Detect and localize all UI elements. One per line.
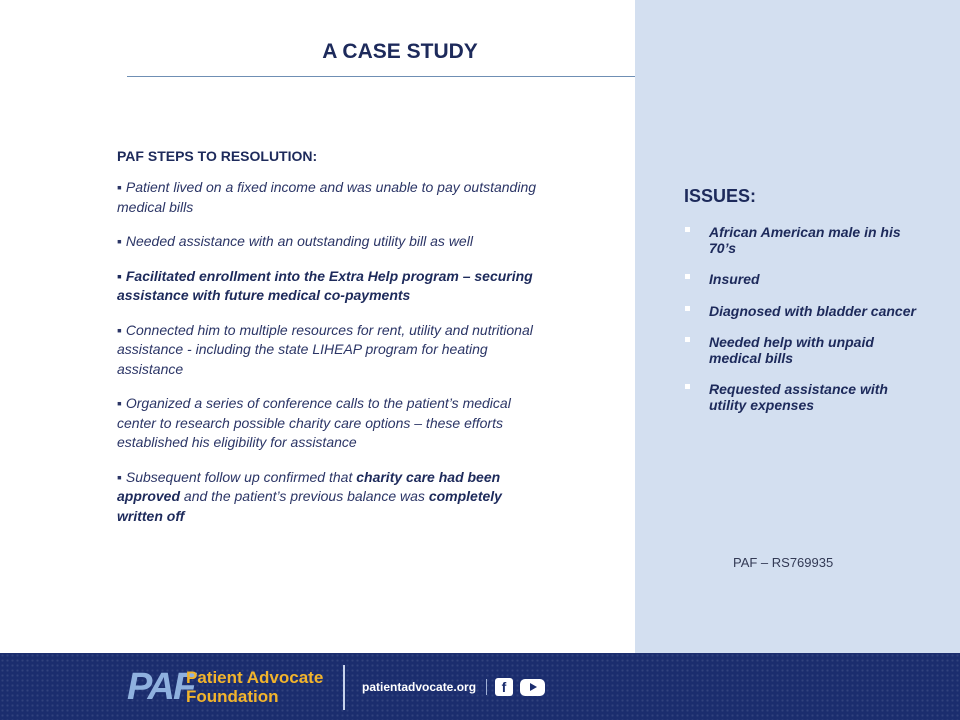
title-divider bbox=[127, 76, 635, 77]
step-item: ▪ Subsequent follow up confirmed that charity care had been approved and the patient’s previous balance was completely written off bbox=[117, 468, 502, 524]
website-separator bbox=[486, 679, 487, 695]
issues-section bbox=[684, 186, 924, 429]
bullet-square-icon bbox=[685, 227, 690, 232]
reference-code: PAF – RS769935 bbox=[733, 555, 834, 570]
step-emphasis: completely written off bbox=[117, 488, 502, 524]
step-emphasis: charity care had been approved bbox=[117, 468, 501, 504]
logo-text-line1: Patient Advocate bbox=[186, 668, 324, 687]
logo-text-line2: Foundation bbox=[186, 687, 279, 706]
steps-section bbox=[117, 148, 542, 541]
step-item: ▪ Connected him to multiple resources for rent, utility and nutritional assistance - including the state LIHEAP program for heating assistance bbox=[117, 321, 533, 377]
page-title: A CASE STUDY bbox=[322, 40, 478, 63]
issue-item: Insured bbox=[684, 272, 924, 288]
bullet-square-icon bbox=[685, 384, 690, 389]
facebook-icon[interactable]: f bbox=[495, 678, 513, 696]
issue-item: Needed help with unpaid medical bills bbox=[684, 335, 924, 366]
bullet-square-icon bbox=[685, 274, 690, 279]
step-item: ▪ Patient lived on a fixed income and was unable to pay outstanding medical bills bbox=[117, 179, 537, 215]
paf-logo-mark: PAF bbox=[127, 666, 195, 708]
step-item: ▪ Organized a series of conference calls to the patient’s medical center to research possible charity care options – these efforts established his eligibility for assistance bbox=[117, 395, 511, 450]
issue-item: African American male in his 70’s bbox=[684, 225, 924, 256]
step-item: ▪ Needed assistance with an outstanding utility bill as well bbox=[117, 233, 473, 249]
website-link[interactable]: patientadvocate.org bbox=[362, 680, 477, 694]
footer-divider bbox=[343, 665, 345, 710]
step-item: ▪ Facilitated enrollment into the Extra Help program – securing assistance with future medical co-payments bbox=[117, 267, 533, 303]
issues-heading: ISSUES: bbox=[684, 186, 757, 206]
bullet-square-icon bbox=[685, 306, 690, 311]
steps-heading: PAF STEPS TO RESOLUTION: bbox=[117, 148, 318, 164]
issue-item: Requested assistance with utility expenses bbox=[684, 382, 924, 413]
issue-item: Diagnosed with bladder cancer bbox=[684, 304, 924, 320]
youtube-icon[interactable] bbox=[520, 679, 545, 696]
bullet-square-icon bbox=[685, 337, 690, 342]
